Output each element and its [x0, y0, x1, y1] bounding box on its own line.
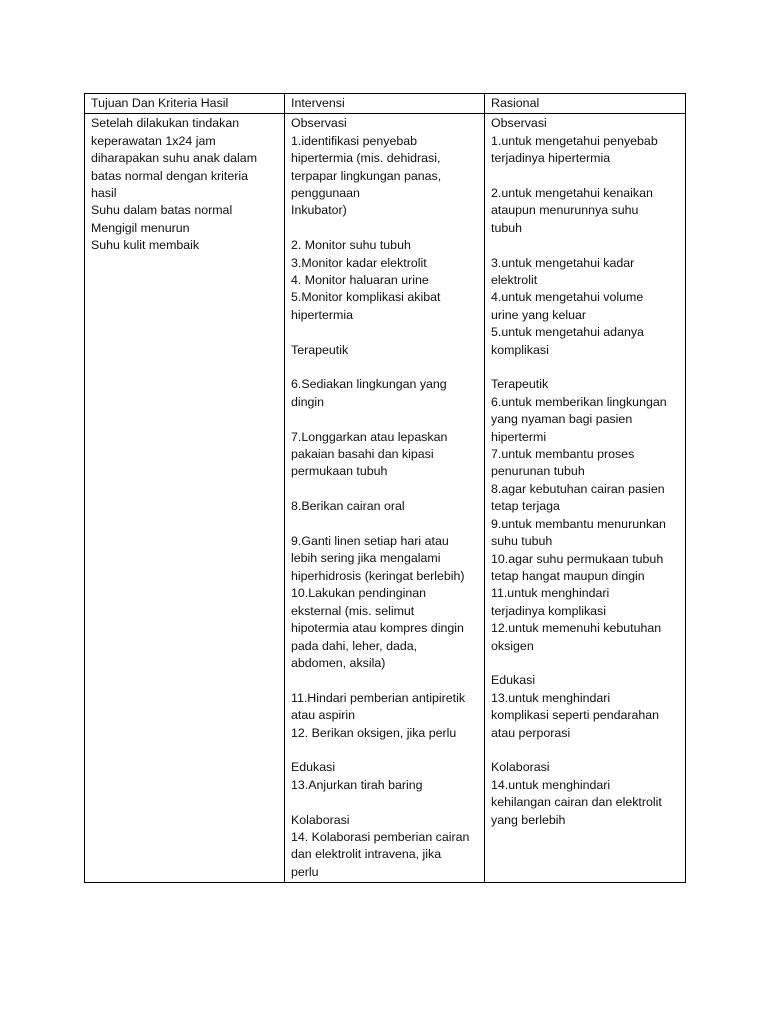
cell-line: ataupun menurunnya suhu [491, 203, 639, 218]
cell-line: hipertermi [491, 429, 547, 444]
cell-line: 8.agar kebutuhan cairan pasien [491, 481, 665, 496]
cell-line [291, 359, 479, 376]
cell-line: 10.agar suhu permukaan tubuh [491, 551, 664, 566]
table-row [85, 114, 686, 883]
cell-line: Mengigil menurun [91, 220, 190, 235]
cell-rasional [485, 114, 686, 883]
cell-line: 13.Anjurkan tirah baring [291, 777, 423, 792]
cell-line: hiperhidrosis (keringat berlebih) [291, 568, 465, 583]
cell-line: abdomen, aksila) [291, 655, 386, 670]
cell-line: 7.Longgarkan atau lepaskan [291, 429, 448, 444]
cell-line: 3.Monitor kadar elektrolit [291, 255, 427, 270]
cell-line: 3.untuk mengetahui kadar [491, 255, 635, 270]
cell-line: keperawatan 1x24 jam [91, 133, 216, 148]
cell-line: 10.Lakukan pendinginan [291, 586, 427, 601]
cell-line [291, 742, 479, 759]
cell-line: Terapeutik [291, 342, 349, 357]
cell-line: 14. Kolaborasi pemberian cairan [291, 829, 470, 844]
cell-line: 5.untuk mengetahui adanya [491, 325, 644, 340]
cell-line: 2.untuk mengetahui kenaikan [491, 186, 653, 201]
cell-line: eksternal (mis. selimut [291, 603, 415, 618]
cell-line: 5.Monitor komplikasi akibat [291, 290, 441, 305]
cell-line [491, 237, 680, 254]
cell-line: lebih sering jika mengalami [291, 551, 441, 566]
cell-line: Suhu dalam batas normal [91, 203, 233, 218]
cell-line: terpapar lingkungan panas, [291, 168, 442, 183]
cell-line: 6.Sediakan lingkungan yang [291, 377, 447, 392]
cell-line: hasil [91, 186, 117, 201]
header-rasional: Rasional [485, 94, 686, 114]
cell-line: 11.untuk menghindari [491, 586, 610, 601]
cell-line: 13.untuk menghindari [491, 690, 611, 705]
header-tujuan: Tujuan Dan Kriteria Hasil [85, 94, 285, 114]
cell-line: batas normal dengan kriteria [91, 168, 249, 183]
cell-line: pakaian basahi dan kipasi [291, 447, 434, 462]
cell-tujuan [85, 114, 285, 883]
cell-line [291, 411, 479, 428]
cell-line [491, 359, 680, 376]
cell-line: tetap hangat maupun dingin [491, 568, 645, 583]
header-intervensi: Intervensi [285, 94, 485, 114]
cell-line: urine yang keluar [491, 307, 587, 322]
cell-line: 1.untuk mengetahui penyebab [491, 133, 658, 148]
cell-line: atau aspirin [291, 708, 356, 723]
cell-line: komplikasi seperti pendarahan [491, 708, 660, 723]
cell-line: 4.untuk mengetahui volume [491, 290, 644, 305]
cell-line [291, 324, 479, 341]
cell-line: 12. Berikan oksigen, jika perlu [291, 725, 457, 740]
cell-line: penurunan tubuh [491, 464, 585, 479]
cell-line [291, 794, 479, 811]
cell-line: dan elektrolit intravena, jika [291, 847, 442, 862]
cell-line: hipotermia atau kompres dingin [291, 621, 464, 636]
cell-line: Terapeutik [491, 377, 549, 392]
cell-line: suhu tubuh [491, 534, 553, 549]
cell-line: Kolaborasi [491, 760, 550, 775]
cell-line: hipertermia [291, 307, 353, 322]
cell-line: penggunaan [291, 186, 360, 201]
cell-line: 8.Berikan cairan oral [291, 499, 405, 514]
cell-line: 9.Ganti linen setiap hari atau [291, 534, 449, 549]
cell-line [291, 672, 479, 689]
cell-line: Suhu kulit membaik [91, 238, 200, 253]
cell-line: Edukasi [291, 760, 336, 775]
cell-line: elektrolit [491, 273, 538, 288]
cell-line: Observasi [491, 116, 547, 131]
cell-line: oksigen [491, 638, 534, 653]
cell-line: Edukasi [491, 673, 536, 688]
cell-line: tetap terjaga [491, 499, 560, 514]
cell-line: terjadinya komplikasi [491, 603, 607, 618]
cell-line: diharapakan suhu anak dalam [91, 151, 258, 166]
cell-line: yang berlebih [491, 812, 566, 827]
table-header-row [85, 94, 686, 114]
cell-line: Setelah dilakukan tindakan [91, 116, 240, 131]
cell-line: perlu [291, 864, 319, 879]
cell-line: 11.Hindari pemberian antipiretik [291, 690, 466, 705]
cell-line: 6.untuk memberikan lingkungan [491, 394, 667, 409]
cell-line: 9.untuk membantu menurunkan [491, 516, 666, 531]
cell-line: 1.identifikasi penyebab [291, 133, 418, 148]
cell-line [491, 655, 680, 672]
cell-line [291, 516, 479, 533]
cell-line: Observasi [291, 116, 347, 131]
cell-line [291, 481, 479, 498]
cell-line [291, 220, 479, 237]
cell-line: 7.untuk membantu proses [491, 447, 635, 462]
cell-line: terjadinya hipertermia [491, 151, 611, 166]
cell-line: yang nyaman bagi pasien [491, 412, 633, 427]
cell-line: 2. Monitor suhu tubuh [291, 238, 411, 253]
cell-line [491, 742, 680, 759]
cell-line: Kolaborasi [291, 812, 350, 827]
cell-line: Inkubator) [291, 203, 347, 218]
cell-line: pada dahi, leher, dada, [291, 638, 418, 653]
cell-line: 4. Monitor haluaran urine [291, 273, 429, 288]
cell-line: 12.untuk memenuhi kebutuhan [491, 621, 662, 636]
cell-intervensi [285, 114, 485, 883]
cell-line: komplikasi [491, 342, 549, 357]
cell-line: hipertermia (mis. dehidrasi, [291, 151, 441, 166]
cell-line [491, 168, 680, 185]
nursing-care-plan-table [84, 93, 686, 883]
cell-line: dingin [291, 394, 325, 409]
cell-line: atau perporasi [491, 725, 571, 740]
cell-line: permukaan tubuh [291, 464, 388, 479]
cell-line: kehilangan cairan dan elektrolit [491, 795, 662, 810]
cell-line: 14.untuk menghindari [491, 777, 611, 792]
cell-line: tubuh [491, 220, 523, 235]
